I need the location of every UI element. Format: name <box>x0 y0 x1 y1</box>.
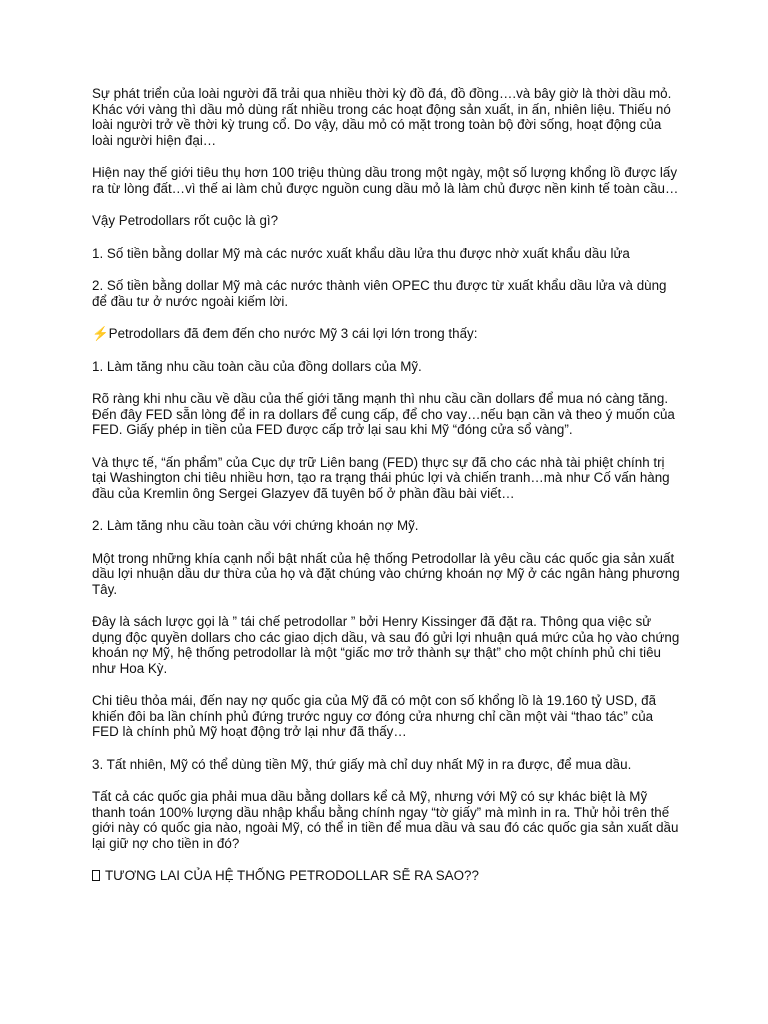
paragraph-benefit-2-heading: 2. Làm tăng nhu cầu toàn cầu với chứng khoán nợ Mỹ. <box>92 518 419 533</box>
paragraph-definition-1: 1. Số tiền bằng dollar Mỹ mà các nước xuất khẩu dầu lửa thu được nhờ xuất khẩu dầu lửa <box>92 245 630 261</box>
paragraph-benefit-1-body-b: Và thực tế, “ấn phẩm” của Cục dự trữ Liên bang (FED) thực sự đã cho các nhà tài phiệt chính trị tại Washington chi tiêu nhiều hơn, tạo ra trạng thái phúc lợi và chiến tranh…mà như Cố vấn hàng đầu của Kremlin ông Sergei Glazyev đã tuyên bố ở phần đầu bài viết… <box>92 454 670 501</box>
missing-glyph-box-icon <box>92 870 100 881</box>
paragraph-benefit-1-heading: 1. Làm tăng nhu cầu toàn cầu của đồng dollars của Mỹ. <box>92 358 422 374</box>
paragraph-benefits-intro: ⚡Petrodollars đã đem đến cho nước Mỹ 3 cái lợi lớn trong thấy: <box>92 326 478 341</box>
paragraph-definition-2: 2. Số tiền bằng dollar Mỹ mà các nước thành viên OPEC thu được từ xuất khẩu dầu lửa và dùng để đầu tư ở nước ngoài kiếm lời. <box>92 278 667 309</box>
paragraph-benefit-3-heading: 3. Tất nhiên, Mỹ có thể dùng tiền Mỹ, thứ giấy mà chỉ duy nhất Mỹ in ra được, để mua dầu. <box>92 756 632 772</box>
paragraph-benefit-2-body-b: Đây là sách lược gọi là ” tái chế petrodollar ” bởi Henry Kissinger đã đặt ra. Thông qua việc sử dụng độc quyền dollars cho các giao dịch dầu, và sau đó gửi lợi nhuận quá mức của họ vào chứng khoán nợ Mỹ, hệ thống petrodollar là một “giấc mơ trở thành sự thật” cho một chính phủ chi tiêu như Hoa Kỳ. <box>92 614 680 676</box>
paragraph-question: Vậy Petrodollars rốt cuộc là gì? <box>92 213 279 228</box>
paragraph-consumption: Hiện nay thế giới tiêu thụ hơn 100 triệu thùng dầu trong một ngày, một số lượng khổng lồ được lấy ra từ lòng đất…vì thế ai làm chủ được nguồn cung dầu mỏ là làm chủ được nền kinh tế toàn cầu… <box>92 165 679 196</box>
paragraph-benefit-3-body: Tất cả các quốc gia phải mua dầu bằng dollars kể cả Mỹ, nhưng với Mỹ có sự khác biệt là Mỹ thanh toán 100% lượng dầu nhập khẩu bằng chính ngay “tờ giấy” mà mình in ra. Thử hỏi trên thế giới này có quốc gia nào, ngoài Mỹ, có thể in tiền để mua dầu và sau đó các quốc gia sản xuất dầu lại giữ nợ cho tiền in đó? <box>92 789 679 851</box>
paragraph-benefit-2-body-c: Chi tiêu thỏa mái, đến nay nợ quốc gia của Mỹ đã có một con số khổng lồ là 19.160 tỷ USD, đã khiến đôi ba lần chính phủ đứng trước nguy cơ đóng cửa nhưng chỉ cần một vài “thao tác” của FED là chính phủ Mỹ hoạt động trở lại như đã thấy… <box>92 693 657 739</box>
document-page <box>92 86 682 901</box>
final-heading-text: TƯƠNG LAI CỦA HỆ THỐNG PETRODOLLAR SẼ RA SAO?? <box>105 868 479 883</box>
paragraph-benefit-1-body-a: Rõ ràng khi nhu cầu về dầu của thế giới tăng mạnh thì nhu cầu cần dollars để mua nó càng tăng. Đến đây FED sẵn lòng để in ra dollars để cung cấp, để cho vay…nếu bạn cần và theo ý muốn của FED. Giấy phép in tiền của FED được cấp trở lại sau khi Mỹ “đóng cửa sổ vàng”. <box>92 391 675 437</box>
final-heading <box>92 868 682 884</box>
paragraph-intro: Sự phát triển của loài người đã trải qua nhiều thời kỳ đồ đá, đồ đồng….và bây giờ là thời dầu mỏ. Khác với vàng thì dầu mỏ dùng rất nhiều trong các hoạt động sản xuất, in ấn, nhiên liệu. Thiếu nó loài người trở về thời kỳ trung cổ. Do vậy, dầu mỏ có mặt trong toàn bộ đời sống, hoạt động của loài người hiện đại… <box>92 86 672 148</box>
paragraph-benefit-2-body-a: Một trong những khía cạnh nổi bật nhất của hệ thống Petrodollar là yêu cầu các quốc gia sản xuất dầu lợi nhuận dầu dư thừa của họ và đặt chúng vào chứng khoán nợ Mỹ ở các ngân hàng phương Tây. <box>92 550 680 597</box>
